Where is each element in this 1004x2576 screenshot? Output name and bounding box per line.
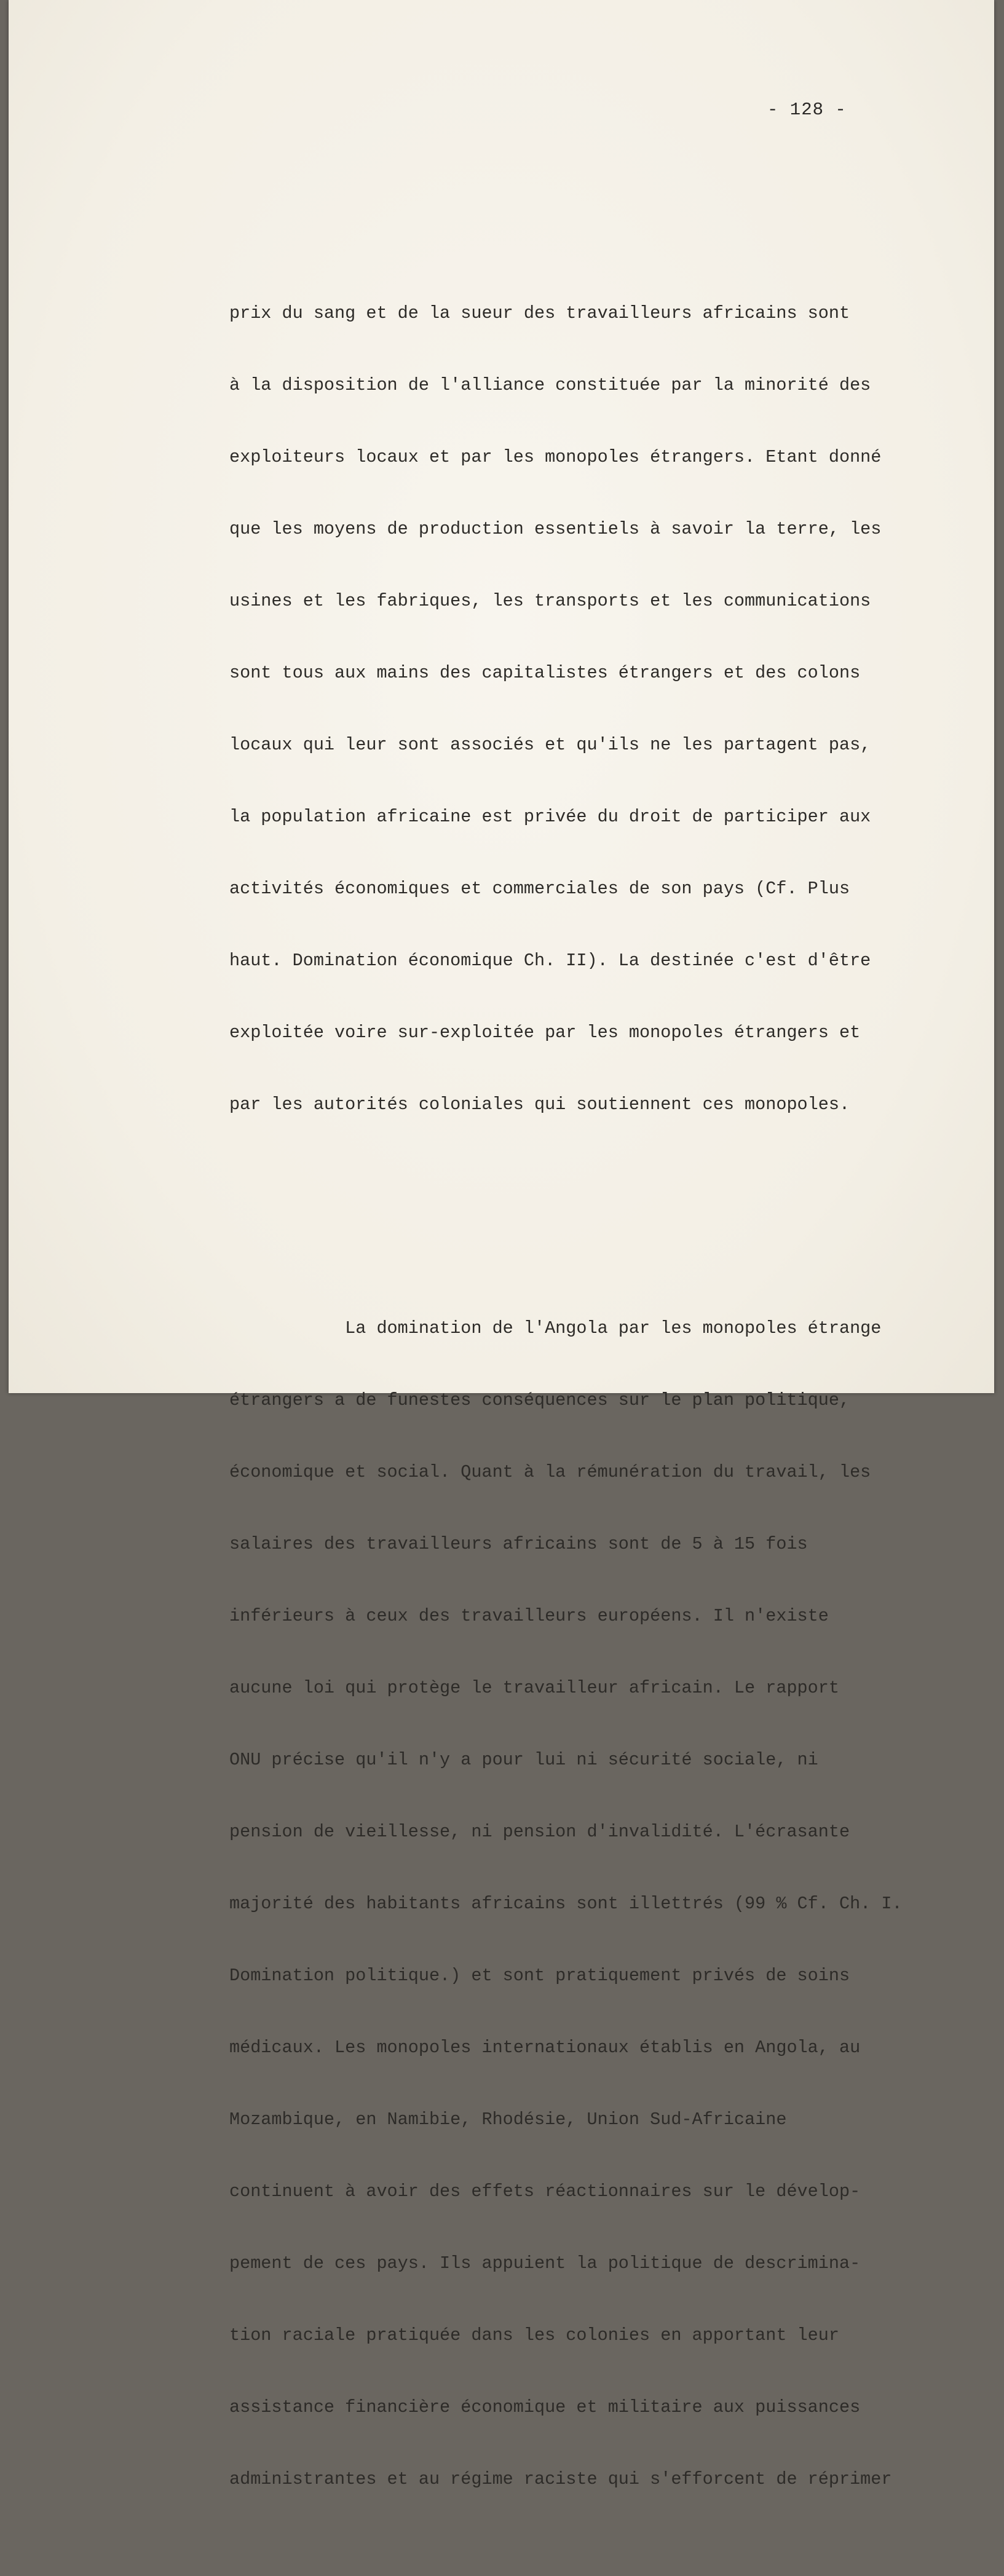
text-line: prix du sang et de la sueur des travailleurs africains sont [229,303,850,323]
text-line: la population africaine est privée du droit de participer aux [229,807,871,827]
text-line: locaux qui leur sont associés et qu'ils ne les partagent pas, [229,735,871,755]
text-line: activités économiques et commerciales de son pays (Cf. Plus [229,879,850,899]
text-line: Mozambique, en Namibie, Rhodésie, Union Sud-Africaine [229,2109,787,2130]
text-line: ONU précise qu'il n'y a pour lui ni sécurité sociale, ni [229,1750,818,1770]
text-line: tion raciale pratiquée dans les colonies en apportant leur [229,2325,839,2345]
text-line: par les autorités coloniales qui soutiennent ces monopoles. [229,1094,850,1115]
text-line: à la disposition de l'alliance constituée par la minorité des [229,375,871,395]
text-line: inférieurs à ceux des travailleurs européens. Il n'existe [229,1606,829,1626]
text-line: étrangers a de funestes conséquences sur le plan politique, [229,1390,850,1410]
text-line: majorité des habitants africains sont illettrés (99 % Cf. Ch. I. [229,1894,903,1914]
text-line: que les moyens de production essentiels à savoir la terre, les [229,519,882,539]
text-line: exploiteurs locaux et par les monopoles étrangers. Etant donné [229,447,882,467]
text-line: La domination de l'Angola par les monopoles étrange [229,1318,882,1338]
text-line: continuent à avoir des effets réactionnaires sur le dévelop- [229,2181,861,2202]
paragraph-gap [229,1201,943,1231]
text-line: exploitée voire sur-exploitée par les monopoles étrangers et [229,1022,861,1043]
text-line: haut. Domination économique Ch. II). La destinée c'est d'être [229,950,871,971]
text-line: salaires des travailleurs africains sont de 5 à 15 fois [229,1534,808,1554]
paragraph-2 [229,1272,943,2535]
text-line: administrantes et au régime raciste qui s'efforcent de réprimer [229,2469,892,2489]
body-text [229,216,943,2576]
text-line: pement de ces pays. Ils appuient la politique de descrimina- [229,2253,861,2274]
text-line: Domination politique.) et sont pratiquement privés de soins [229,1966,850,1986]
text-line: usines et les fabriques, les transports et les communications [229,591,871,611]
document-page [9,0,994,2489]
bleed-through-text [218,196,837,215]
paragraph-1 [229,257,943,1161]
text-line: pension de vieillesse, ni pension d'invalidité. L'écrasante [229,1822,850,1842]
text-line: sont tous aux mains des capitalistes étrangers et des colons [229,663,861,683]
text-line: assistance financière économique et militaire aux puissances [229,2397,861,2417]
page-number: - 128 - [767,100,847,120]
text-line: aucune loi qui protège le travailleur africain. Le rapport [229,1678,839,1698]
text-line: médicaux. Les monopoles internationaux établis en Angola, au [229,2037,861,2058]
text-line: économique et social. Quant à la rémunération du travail, les [229,1462,871,1482]
